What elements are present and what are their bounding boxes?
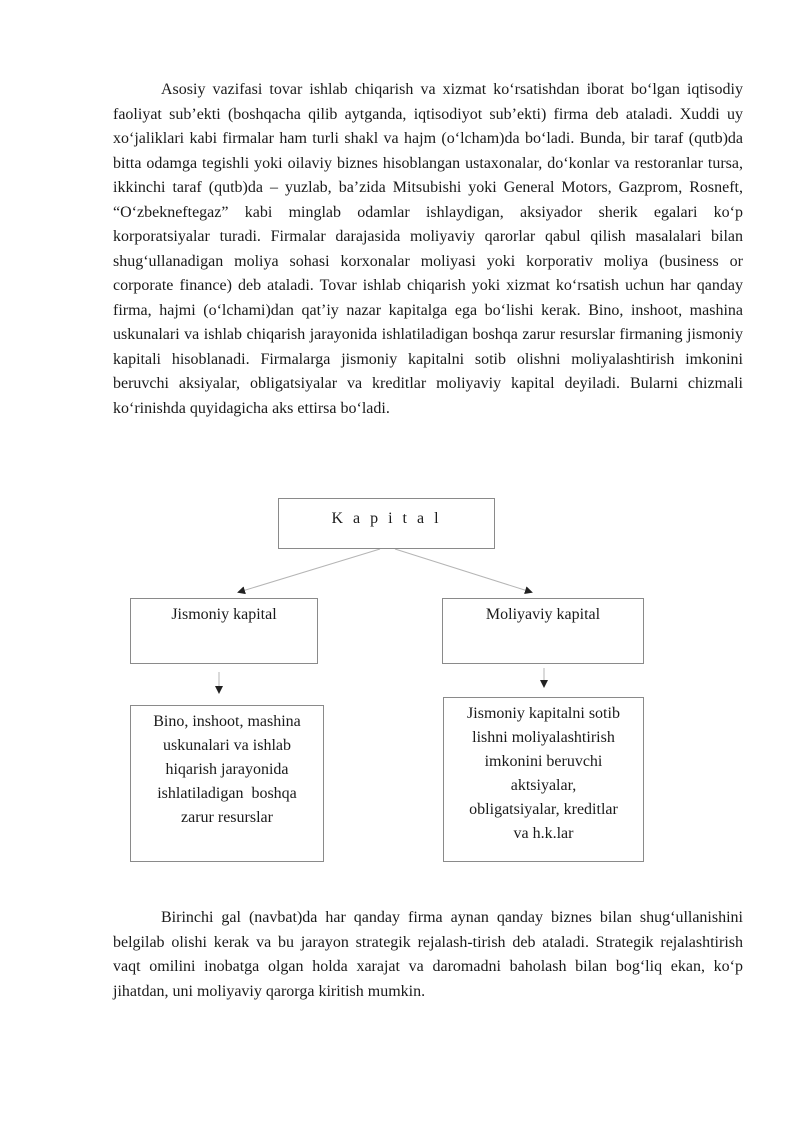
description-line: ishlatiladigan boshqa [157, 785, 297, 802]
diagram-box-jismoniy-kapital: Jismoniy kapital [130, 598, 318, 664]
diagram-box-moliyaviy-description [443, 697, 644, 862]
description-line: va h.k.lar [513, 825, 574, 842]
description-line: hiqarish jarayonida [165, 761, 289, 778]
description-line: obligatsiyalar, kreditlar [469, 801, 618, 818]
description-line: Bino, inshoot, mashina [153, 713, 301, 730]
description-line: Jismoniy kapitalni sotib [467, 705, 620, 722]
description-line: aktsiyalar, [510, 777, 577, 794]
diagram-root-kapital: K a p i t a l [278, 498, 495, 549]
diagram-box-moliyaviy-kapital: Moliyaviy kapital [442, 598, 644, 664]
connector-root-to-right [395, 549, 531, 592]
diagram-box-jismoniy-description [130, 705, 324, 862]
description-line: zarur resurslar [181, 809, 273, 826]
description-line: uskunalari va ishlab [163, 737, 291, 754]
connector-root-to-left [239, 549, 380, 592]
paragraph-strategic-planning: Birinchi gal (navbat)da har qanday firma aynan qanday biznes bilan shugʻullanishini belgilab olishi kerak va bu jarayon strategik rejalash-tirish deb ataladi. Strategik rejalashtirish vaqt omilini inobatga olgan holda xarajat va daromadni baholash bilan bogʻliq ekan, koʻp jihatdan, uni moliyaviy qarorga kiritish mumkin. [113, 909, 743, 1000]
paragraph-intro: Asosiy vazifasi tovar ishlab chiqarish va xizmat koʻrsatishdan iborat boʻlgan iqtisodiy faoliyat sub’ekti (boshqacha qilib aytganda, iqtisodiyot sub’ekti) firma deb ataladi. Xuddi uy xoʻjaliklari kabi firmalar ham turli shakl va hajm (oʻlcham)da boʻladi. Bunda, bir taraf (qutb)da bitta odamga tegishli yoki oilaviy biznes hisoblangan ustaxonalar, doʻkonlar va restoranlar tursa, ikkinchi taraf (qutb)da – yuzlab, ba’zida Mitsubishi yoki General Motors, Gazprom, Rosneft, “Oʻzbekneftegaz” kabi minglab odamlar ishlaydigan, aksiyador sherik egalari koʻp korporatsiyalar turadi. Firmalar darajasida moliyaviy qarorlar qabul qilish masalalari bilan shugʻullanadigan moliya sohasi korxonalar moliyasi yoki korporativ moliya (business or corporate finance) deb ataladi. Tovar ishlab chiqarish yoki xizmat koʻrsatish uchun har qanday firma, hajmi (oʻlchami)dan qat’iy nazar kapitalga ega boʻlishi kerak. Bino, inshoot, mashina uskunalari va ishlab chiqarish jarayonida ishlatiladigan boshqa zarur resurslar firmaning jismoniy kapitali hisoblanadi. Firmalarga jismoniy kapitalni sotib olishni moliyalashtirish imkonini beruvchi aksiyalar, obligatsiyalar va kreditlar moliyaviy kapital deyiladi. Bularni chizmali koʻrinishda quyidagicha aks ettirsa boʻladi. [113, 81, 743, 417]
description-line: lishni moliyalashtirish [472, 729, 615, 746]
description-line: imkonini beruvchi [484, 753, 603, 770]
